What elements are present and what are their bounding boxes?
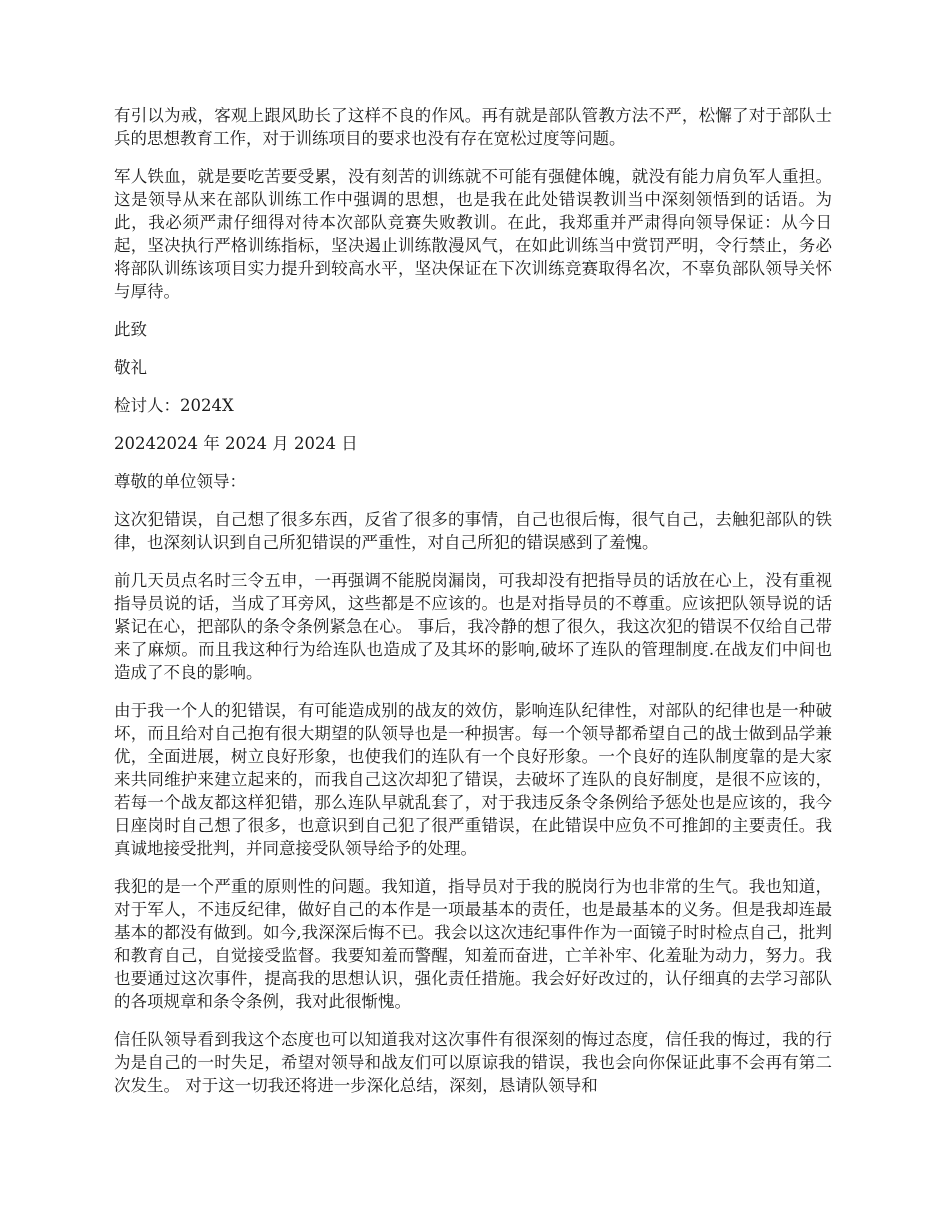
paragraph-reflection-cause: 有引以为戒，客观上跟风助长了这样不良的作风。再有就是部队管教方法不严，松懈了对于部队士兵的思想教育工作，对于训练项目的要求也没有存在宽松过度等问题。 xyxy=(114,106,832,148)
signature-author: 检讨人：2024X xyxy=(114,396,234,415)
paragraph-incident: 前几天员点名时三令五申，一再强调不能脱岗漏岗，可我却没有把指导员的话放在心上，没有重视指导员说的话，当成了耳旁风，这些都是不应该的。也是对指导员的不尊重。应该把队领导说的话紧记在心，把部队的条令条例紧急在心。 事后，我冷静的想了很久，我这次犯的错误不仅给自己带来了麻烦。而且我这种行为给连队也造成了及其坏的影响,破坏了连队的管理制度.在战友们中间也造成了不良的影响。 xyxy=(114,571,832,682)
signature-date: 20242024 年 2024 月 2024 日 xyxy=(114,434,358,453)
letter-greeting: 尊敬的单位领导： xyxy=(114,472,246,491)
closing-regards: 敬礼 xyxy=(114,358,147,377)
paragraph-impact: 由于我一个人的犯错误，有可能造成别的战友的效仿，影响连队纪律性，对部队的纪律也是一种破坏，而且给对自己抱有很大期望的队领导也是一种损害。每一个领导都希望自己的战士做到品学兼优，全面进展，树立良好形象，也使我们的连队有一个良好形象。一个良好的连队制度靠的是大家来共同维护来建立起来的，而我自己这次却犯了错误，去破坏了连队的良好制度，是很不应该的，若每一个战友都这样犯错，那么连队早就乱套了，对于我违反条令条例给予惩处也是应该的，我今日座岗时自己想了很多，也意识到自己犯了很严重错误，在此错误中应负不可推卸的主要责任。我真诚地接受批判，并同意接受队领导给予的处理。 xyxy=(114,701,832,858)
paragraph-responsibility: 我犯的是一个严重的原则性的问题。我知道，指导员对于我的脱岗行为也非常的生气。我也知道，对于军人，不违反纪律，做好自己的本作是一项最基本的责任，也是最基本的义务。但是我却连最基本的都没有做到。如今,我深深后悔不已。我会以这次违纪事件作为一面镜子时时检点自己，批判和教育自己，自觉接受监督。我要知羞而警醒，知羞而奋进，亡羊补牢、化羞耻为动力，努力。我也要通过这次事件，提高我的思想认识，强化责任措施。我会好好改过的，认仔细真的去学习部队的各项规章和条令条例，我对此很惭愧。 xyxy=(114,877,832,1011)
document-body xyxy=(114,104,832,1112)
closing-salutation: 此致 xyxy=(114,320,147,339)
paragraph-pledge: 军人铁血，就是要吃苦要受累，没有刻苦的训练就不可能有强健体魄，就没有能力肩负军人重担。这是领导从来在部队训练工作中强调的思想，也是我在此处错误教训当中深刻领悟到的话语。为此，我必须严肃仔细得对待本次部队竞赛失败教训。在此，我郑重并严肃得向领导保证：从今日起，坚决执行严格训练指标，坚决遏止训练散漫风气，在如此训练当中赏罚严明，令行禁止，务必将部队训练该项目实力提升到较高水平，坚决保证在下次训练竞赛取得名次，不辜负部队领导关怀与厚待。 xyxy=(114,167,832,301)
paragraph-regret: 这次犯错误，自己想了很多东西，反省了很多的事情，自己也很后悔，很气自己，去触犯部队的铁律，也深刻认识到自己所犯错误的严重性，对自己所犯的错误感到了羞愧。 xyxy=(114,510,832,552)
paragraph-assurance: 信任队领导看到我这个态度也可以知道我对这次事件有很深刻的悔过态度，信任我的悔过，我的行为是自己的一时失足，希望对领导和战友们可以原谅我的错误，我也会向你保证此事不会再有第二次发生。 对于这一切我还将进一步深化总结，深刻，恳请队领导和 xyxy=(114,1030,832,1095)
